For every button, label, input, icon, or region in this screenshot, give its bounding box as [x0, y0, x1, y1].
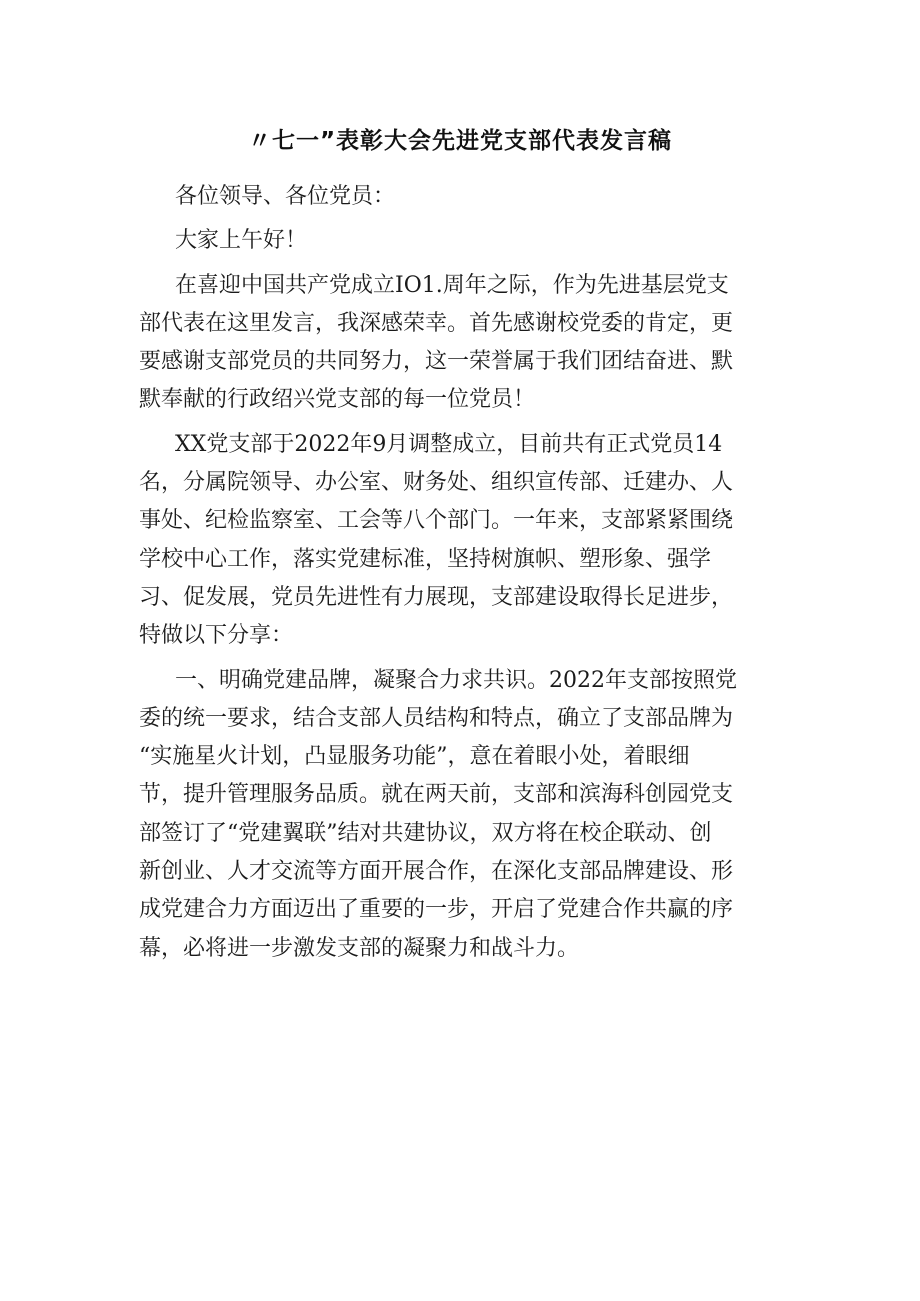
paragraph-3-line-4: 节，提升管理服务品质。就在两天前，支部和滨海科创园党支	[139, 782, 734, 808]
paragraph-3-line-5: 部签订了“党建翼联”结对共建协议，双方将在校企联动、创	[139, 820, 712, 846]
salutation-line: 各位领导、各位党员：	[175, 184, 396, 209]
paragraph-2-line-5: 习、促发展，党员先进性有力展现，支部建设取得长足进步，	[139, 584, 734, 610]
paragraph-2-line-2: 名，分属院领导、办公室、财务处、组织宣传部、迁建办、人	[139, 470, 734, 496]
paragraph-2-line-4: 学校中心工作，落实党建标准，坚持树旗帜、塑形象、强学	[139, 546, 712, 572]
paragraph-3-line-1: 一、明确党建品牌，凝聚合力求共识。2022年支部按照党	[175, 667, 737, 693]
document-title: 〃七一”表彰大会先进党支部代表发言稿	[247, 128, 673, 154]
paragraph-3-line-3: “实施星火计划，凸显服务功能”，意在着眼小处，着眼细	[139, 744, 690, 770]
paragraph-1-line-4: 默奉献的行政绍兴党支部的每一位党员！	[139, 387, 536, 413]
paragraph-2-line-1: XX党支部于2022年9月调整成立，目前共有正式党员14	[175, 431, 723, 457]
paragraph-1-line-2: 部代表在这里发言，我深感荣幸。首先感谢校党委的肯定，更	[139, 310, 734, 336]
paragraph-2-line-3: 事处、纪检监察室、工会等八个部门。一年来，支部紧紧围绕	[139, 508, 734, 534]
paragraph-3-line-7: 成党建合力方面迈出了重要的一步，开启了党建合作共赢的序	[139, 897, 734, 923]
paragraph-2-line-6: 特做以下分享：	[139, 623, 294, 649]
paragraph-1-line-3: 要感谢支部党员的共同努力，这一荣誉属于我们团结奋进、默	[139, 349, 734, 375]
paragraph-3-line-8: 幕，必将进一步激发支部的凝聚力和战斗力。	[139, 935, 580, 961]
document-body	[139, 178, 779, 968]
paragraph-3-line-6: 新创业、人才交流等方面开展合作，在深化支部品牌建设、形	[139, 859, 734, 885]
paragraph-1-line-1: 在喜迎中国共产党成立IO1.周年之际，作为先进基层党支	[175, 272, 729, 298]
paragraph-3-line-2: 委的统一要求，结合支部人员结构和特点，确立了支部品牌为	[139, 705, 734, 731]
greeting-line: 大家上午好！	[175, 228, 308, 254]
